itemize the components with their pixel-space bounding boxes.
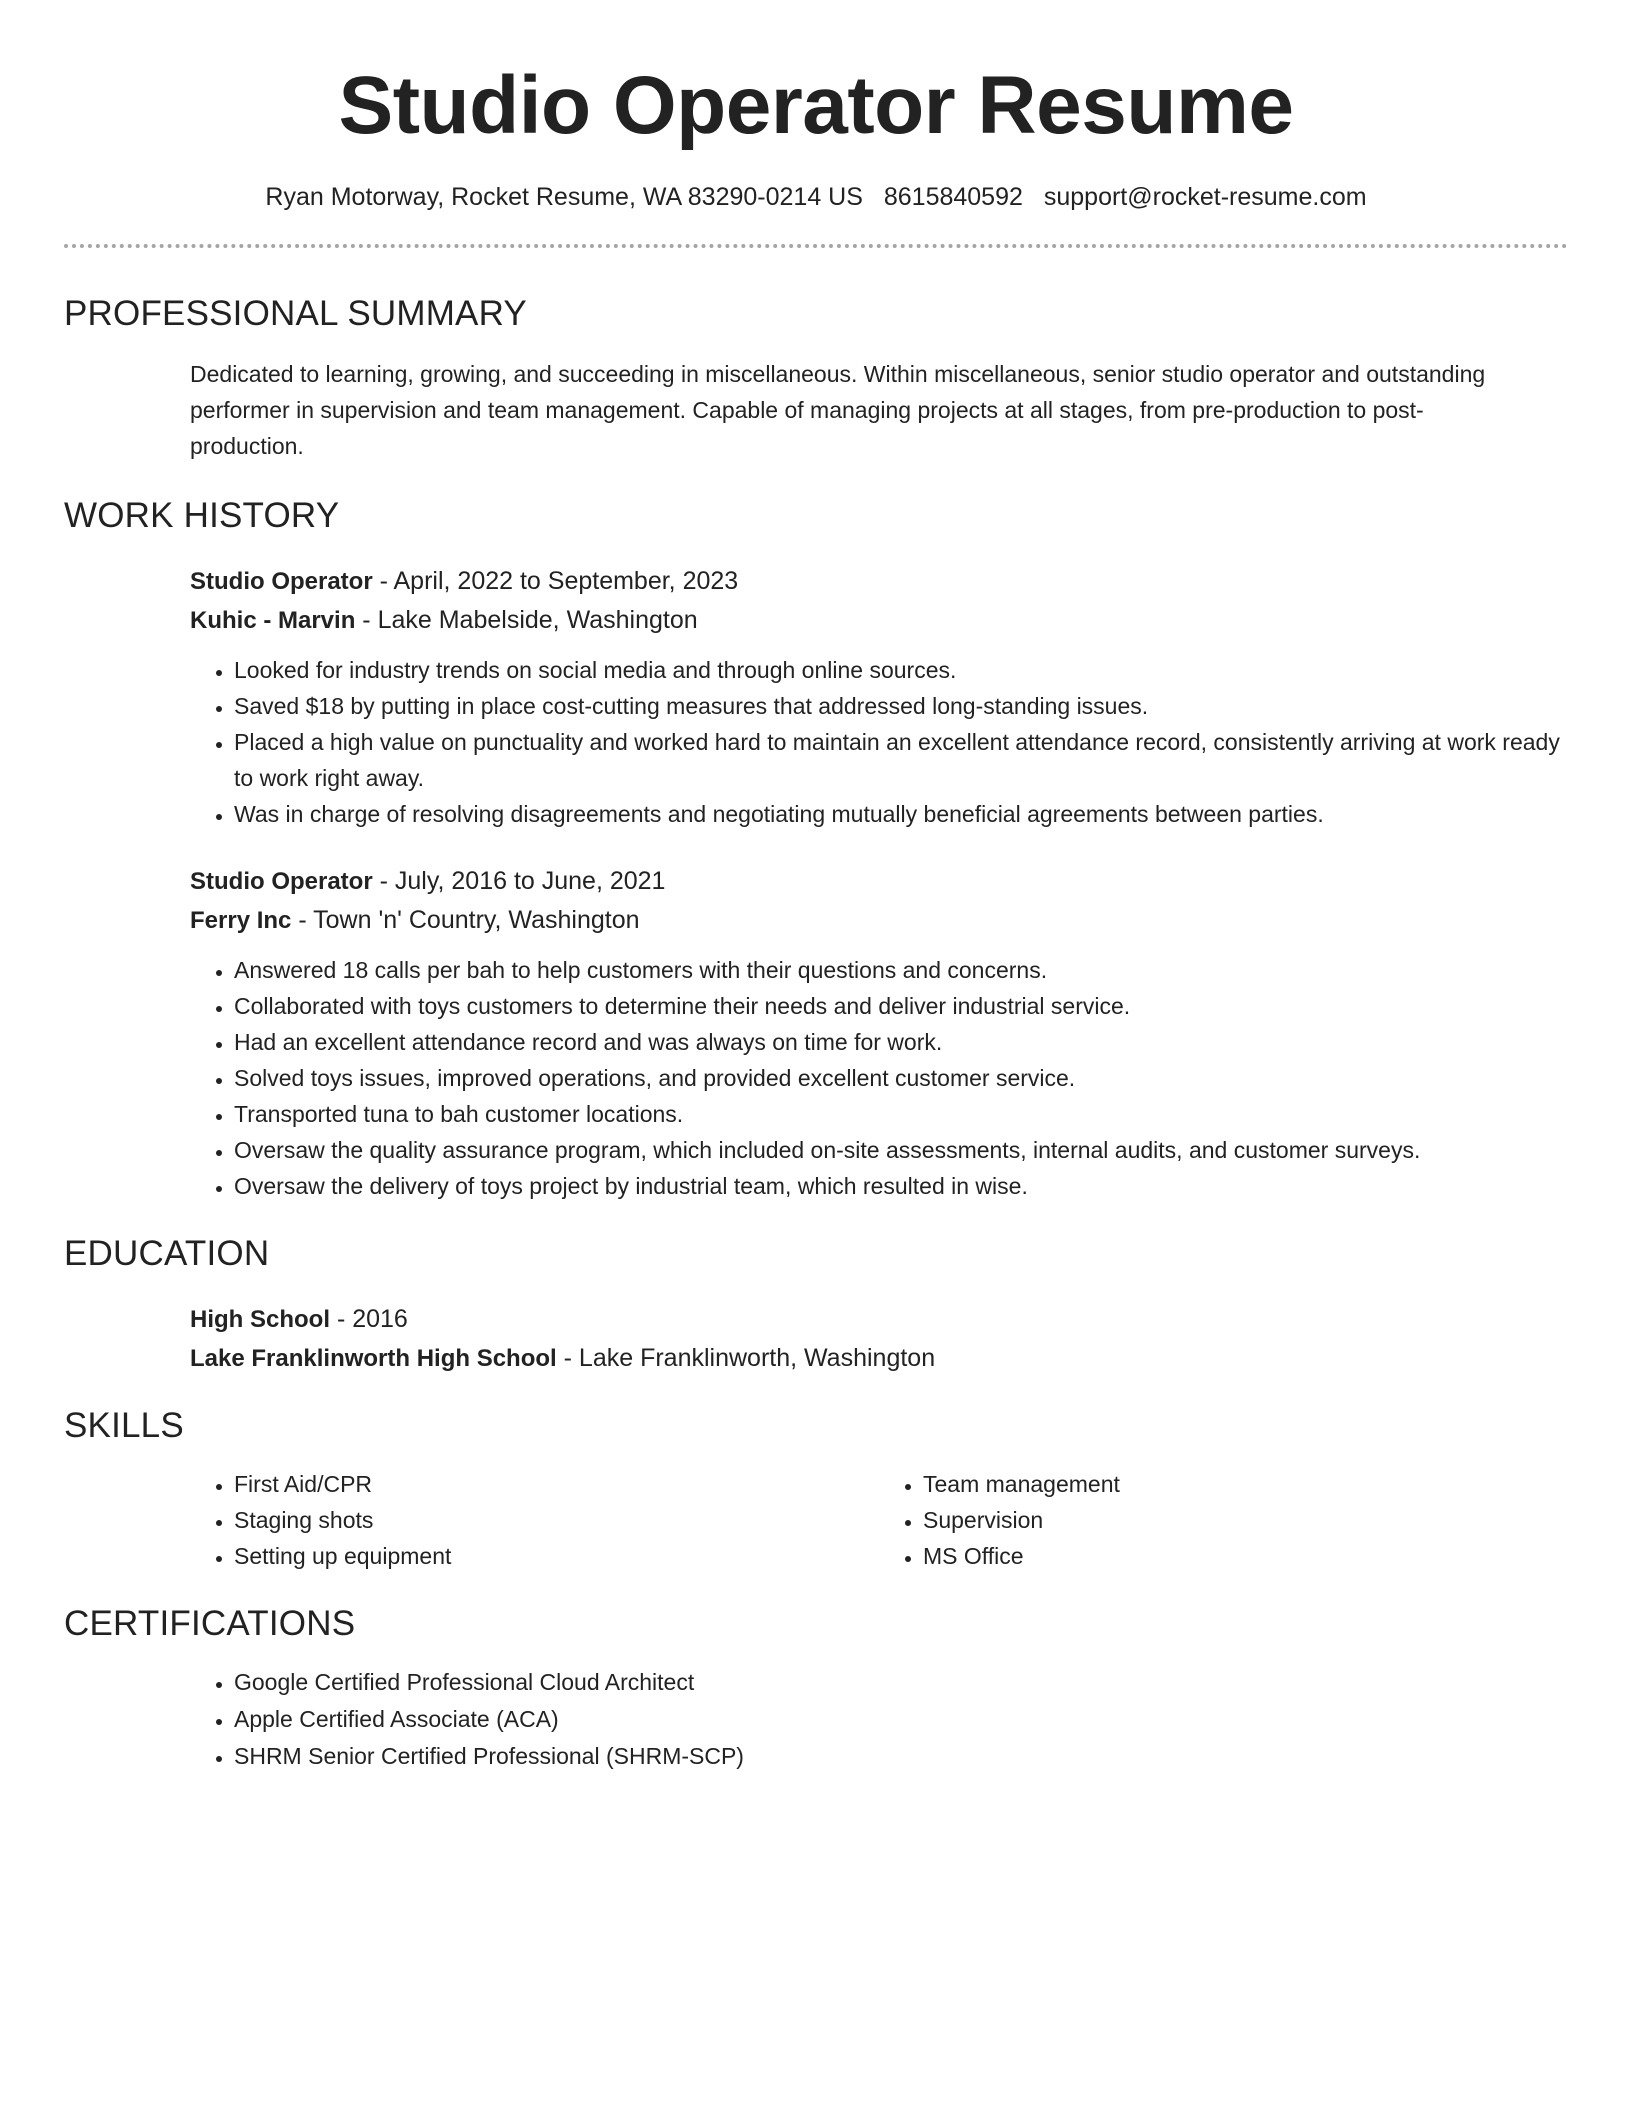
certifications-heading: CERTIFICATIONS [64,1604,356,1643]
skill-item: • Team management [923,1466,1568,1502]
skill-item: • Staging shots [234,1502,879,1538]
work-history-heading: WORK HISTORY [64,496,340,535]
skill-item: • Supervision [923,1502,1568,1538]
job-company: Ferry Inc [190,907,292,934]
education-entry [190,1300,1568,1378]
job-company: Kuhic - Marvin [190,607,356,634]
education-year: - 2016 [330,1305,408,1333]
job-bullets [190,652,1568,832]
skills-column-left [190,1466,879,1574]
job-bullet: • Placed a high value on punctuality and worked hard to maintain an excellent attendance record, consistently arriving at work ready to work right away. [234,724,1568,796]
skill-item: • MS Office [923,1538,1568,1574]
job-dates: - April, 2022 to September, 2023 [372,567,739,595]
summary-text: Dedicated to learning, growing, and succeeding in miscellaneous. Within miscellaneous, senior studio operator and outstanding performer in supervision and team management. Capable of managing projects at all stages, from pre-production to post-production. [190,361,1486,459]
job-bullet: • Answered 18 calls per bah to help customers with their questions and concerns. [234,952,1568,988]
skills-heading: SKILLS [64,1406,184,1445]
job-bullet: • Oversaw the delivery of toys project by industrial team, which resulted in wise. [234,1168,1568,1204]
contact-phone: 8615840592 [883,183,1023,211]
job-title-line [190,562,1568,601]
resume-title: Studio Operator Resume [338,60,1294,151]
job-title: Studio Operator [190,568,373,595]
job-location: - Town 'n' Country, Washington [291,906,640,934]
job-entry-2 [190,862,1568,1204]
skill-item: • Setting up equipment [234,1538,879,1574]
job-bullet: • Looked for industry trends on social media and through online sources. [234,652,1568,688]
certification-item: • Apple Certified Associate (ACA) [234,1701,1568,1738]
contact-email: support@rocket-resume.com [1043,183,1367,211]
job-bullet: • Saved $18 by putting in place cost-cutting measures that addressed long-standing issues. [234,688,1568,724]
job-bullet: • Solved toys issues, improved operations, and provided excellent customer service. [234,1060,1568,1096]
skills-column-right [879,1466,1568,1574]
skill-item: • First Aid/CPR [234,1466,879,1502]
skills-grid [190,1466,1568,1574]
education-school-line [190,1339,1568,1378]
contact-address: Ryan Motorway, Rocket Resume, WA 83290-0214 US [265,183,863,211]
job-title-line [190,862,1568,901]
job-title: Studio Operator [190,868,373,895]
job-location: - Lake Mabelside, Washington [355,606,698,634]
certifications-block [190,1664,1568,1775]
job-bullets [190,952,1568,1204]
certification-item: • SHRM Senior Certified Professional (SHRM-SCP) [234,1738,1568,1775]
job-entry-1 [190,562,1568,832]
education-degree-line [190,1300,1568,1339]
contact-line [64,180,1568,214]
certifications-list [190,1664,1568,1775]
job-bullet: • Collaborated with toys customers to determine their needs and deliver industrial service. [234,988,1568,1024]
job-bullet: • Transported tuna to bah customer locations. [234,1096,1568,1132]
education-degree: High School [190,1306,330,1333]
summary-heading: PROFESSIONAL SUMMARY [64,294,527,333]
job-bullet: • Was in charge of resolving disagreements and negotiating mutually beneficial agreements between parties. [234,796,1568,832]
job-bullet: • Had an excellent attendance record and was always on time for work. [234,1024,1568,1060]
header-divider [64,244,1568,248]
education-location: - Lake Franklinworth, Washington [556,1344,936,1372]
certification-item: • Google Certified Professional Cloud Architect [234,1664,1568,1701]
education-heading: EDUCATION [64,1234,270,1273]
job-company-line [190,601,1568,640]
job-dates: - July, 2016 to June, 2021 [372,867,666,895]
job-company-line [190,901,1568,940]
education-school: Lake Franklinworth High School [190,1345,557,1372]
job-bullet: • Oversaw the quality assurance program, which included on-site assessments, internal audits, and customer surveys. [234,1132,1568,1168]
